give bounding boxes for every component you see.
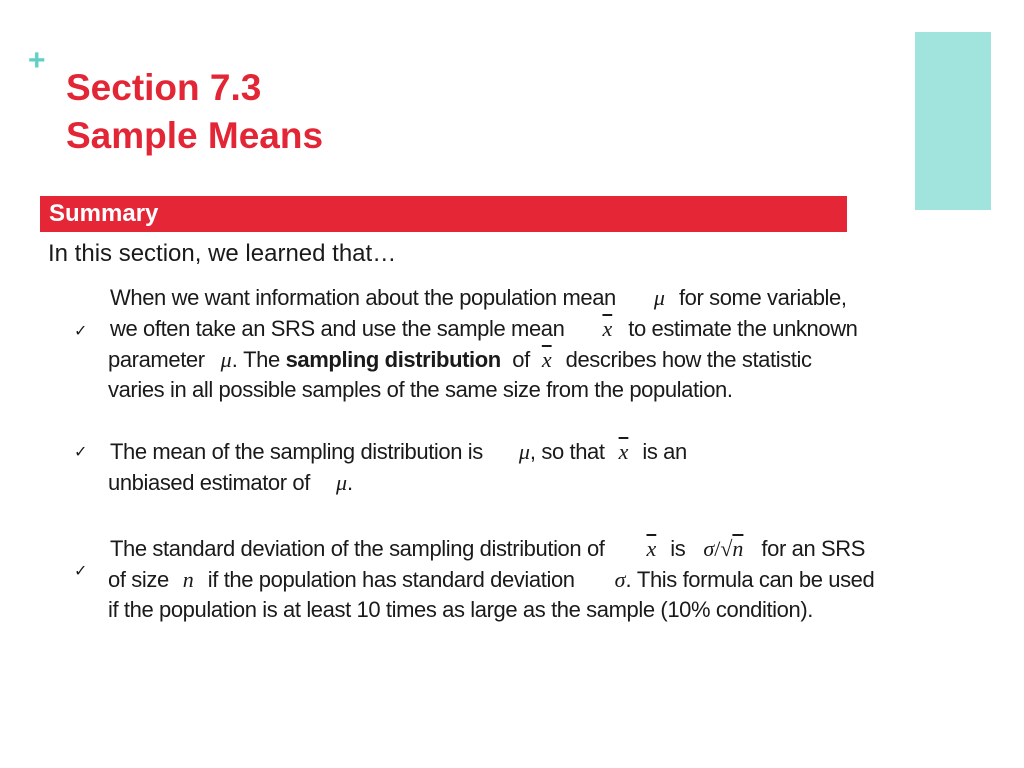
bullet1-line3: parameter μ. The sampling distribution of $\overline{x}$ describes how the statistic: [108, 347, 812, 372]
xbar-symbol: $\overline{x}$: [646, 536, 657, 561]
xbar-symbol: $\overline{x}$: [541, 347, 552, 372]
bullet2-line2: unbiased estimator of μ.: [108, 470, 353, 495]
summary-banner: [40, 196, 847, 232]
bullet1-line1: When we want information about the population mean μ for some variable,: [110, 285, 847, 310]
mu-symbol: μ: [335, 470, 347, 495]
xbar-symbol: $\overline{x}$: [602, 316, 613, 341]
mu-symbol: μ: [653, 285, 665, 310]
plus-decoration-icon: +: [28, 44, 46, 77]
sampling-distribution-term: sampling distribution: [285, 347, 501, 372]
sigma-over-root-n-formula: σ/√n: [703, 536, 744, 561]
title-topic: Sample Means: [66, 115, 324, 156]
bullet1-line2: we often take an SRS and use the sample mean $\overline{x}$ to estimate the unknown: [110, 316, 858, 341]
intro-text: In this section, we learned that…: [48, 240, 397, 267]
bullet3-line2: of size n if the population has standard deviation σ. This formula can be used: [108, 567, 875, 592]
slide-title: [66, 64, 323, 160]
bullet2-line1: The mean of the sampling distribution is μ, so that $\overline{x}$ is an: [110, 439, 687, 464]
sigma-symbol: σ: [614, 567, 626, 592]
checkmark-icon: ✓: [74, 563, 88, 580]
bullet3-line1: The standard deviation of the sampling distribution of $\overline{x}$ is σ/√n for an SRS: [110, 536, 866, 561]
checkmark-icon: ✓: [74, 323, 88, 340]
bullet1-line4: varies in all possible samples of the same size from the population.: [108, 377, 733, 402]
title-section-number: Section 7.3: [66, 67, 262, 108]
teal-accent-block: [915, 32, 991, 210]
mu-symbol: μ: [518, 439, 530, 464]
bullet3-line3: if the population is at least 10 times as large as the sample (10% condition).: [108, 597, 813, 622]
summary-heading: Summary: [49, 200, 159, 227]
checkmark-icon: ✓: [74, 444, 88, 461]
n-symbol: n: [182, 567, 194, 592]
xbar-symbol: $\overline{x}$: [618, 439, 629, 464]
mu-symbol: μ: [220, 347, 232, 372]
